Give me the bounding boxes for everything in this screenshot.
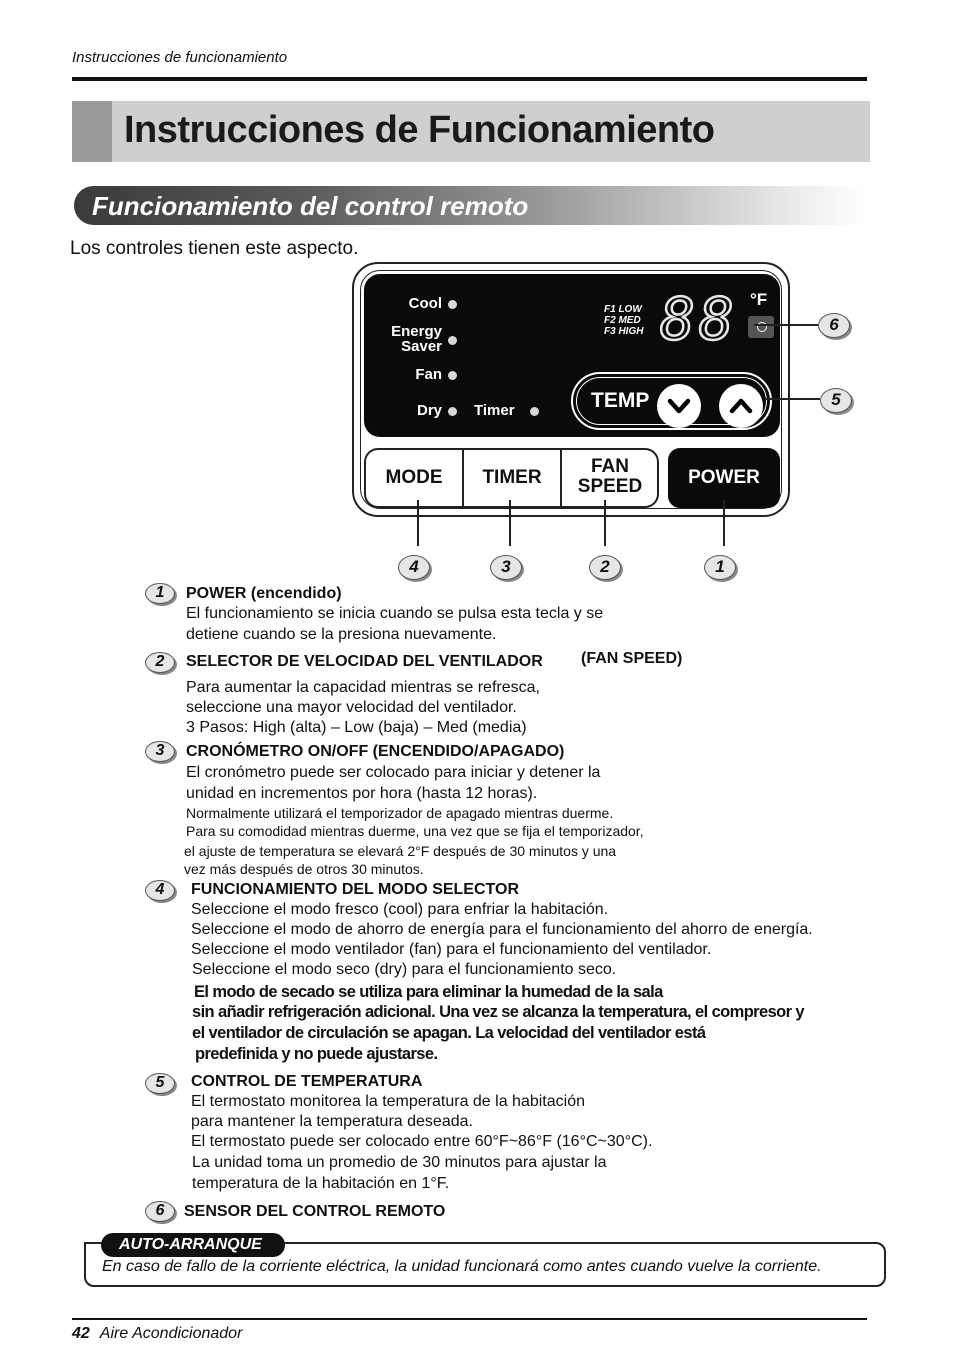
running-header: Instrucciones de funcionamiento [72,49,288,66]
page-title: Instrucciones de Funcionamiento [124,109,715,151]
item-3-line-1: El cronómetro puede ser colocado para iniciar y detener la [186,764,601,781]
leader-line-6 [754,324,818,326]
footer-rule [72,1318,867,1320]
item-2-line-1: Para aumentar la capacidad mientras se refresca, [186,679,540,696]
item-1-number: 1 [145,583,175,604]
chevron-down-icon [665,392,693,420]
remote-display [364,274,780,437]
timer-indicator [530,407,539,416]
remote-sensor-icon [748,316,774,338]
item-5-heading: CONTROL DE TEMPERATURA [191,1073,423,1090]
item-3-note-2: Para su comodidad mientras duerme, una vez que se fija el temporizador, [186,823,644,839]
callout-4: 4 [398,555,430,580]
fan-speed-line-2: SPEED [577,476,643,497]
fan-speed-button[interactable] [562,457,658,497]
item-3-note-1: Normalmente utilizará el temporizador de apagado mientras duerme. [186,805,614,821]
item-3-number: 3 [145,741,175,762]
button-group [364,448,659,508]
section-bar [74,186,864,225]
item-4-line-3: Seleccione el modo ventilador (fan) para el funcionamiento del ventilador. [191,941,712,958]
auto-restart-label: AUTO-ARRANQUE [119,1236,262,1253]
fan-speed-line-1: FAN [591,456,629,477]
mode-fan-indicator [448,371,457,380]
item-5-line-1: El termostato monitorea la temperatura de la habitación [191,1093,585,1110]
mode-saver-label: Saver [401,338,442,355]
callout-2: 2 [589,555,621,580]
item-5-line-4: La unidad toma un promedio de 30 minutos para ajustar la [192,1154,607,1171]
leader-line-3 [509,500,511,546]
item-6-heading: SENSOR DEL CONTROL REMOTO [184,1203,446,1220]
power-button[interactable] [668,448,780,508]
item-4-note-4: predefinida y no puede ajustarse. [195,1045,438,1063]
chevron-up-icon [727,392,755,420]
leader-line-5 [766,398,820,400]
callout-6: 6 [818,313,850,338]
temperature-digits: 88 [660,285,738,353]
temp-label: TEMP [591,389,650,412]
item-4-line-4: Seleccione el modo seco (dry) para el funcionamiento seco. [192,961,617,978]
footer-title: Aire Acondicionador [99,1325,243,1342]
mode-dry-label: Dry [416,402,442,419]
callout-5: 5 [820,388,852,413]
item-4-line-2: Seleccione el modo de ahorro de energía para el funcionamiento del ahorro de energía. [191,921,813,938]
item-2-heading-suffix: (FAN SPEED) [581,650,683,667]
item-4-note-3: el ventilador de circulación se apagan. La velocidad del ventilador está [192,1024,706,1042]
auto-restart-tab [101,1233,285,1257]
item-5-line-5: temperatura de la habitación en 1°F. [192,1175,450,1192]
item-2-heading: SELECTOR DE VELOCIDAD DEL VENTILADOR [186,653,543,670]
fan-levels [604,304,643,337]
item-4-note-2: sin añadir refrigeración adicional. Una vez se alcanza la temperatura, el compresor y [192,1003,805,1021]
temp-down-button[interactable] [657,384,701,428]
footer [72,1325,242,1343]
item-1-heading: POWER (encendido) [186,585,342,602]
item-6-number: 6 [145,1201,175,1222]
mode-dry-indicator [448,407,457,416]
temp-control [571,372,772,430]
mode-energy-saver-indicator [448,336,457,345]
timer-button[interactable]: TIMER [482,467,542,488]
item-2-number: 2 [145,652,175,673]
item-5-line-2: para mantener la temperatura deseada. [191,1113,473,1130]
leader-line-4 [417,500,419,546]
remote-panel [352,262,790,517]
item-3-line-2: unidad en incrementos por hora (hasta 12 horas). [186,785,538,802]
section-title: Funcionamiento del control remoto [92,191,529,221]
item-2-line-2: seleccione una mayor velocidad del ventilador. [186,699,517,716]
item-1-line-2: detiene cuando se la presiona nuevamente. [186,626,497,643]
item-4-heading: FUNCIONAMIENTO DEL MODO SELECTOR [191,881,520,898]
title-bar [72,101,870,162]
unit-label: °F [750,290,768,309]
leader-line-2 [604,500,606,546]
title-tab [72,101,112,162]
item-1-line-1: El funcionamiento se inicia cuando se pulsa esta tecla y se [186,605,604,622]
item-4-note-1: El modo de secado se utiliza para eliminar la humedad de la sala [194,983,663,1001]
mode-button[interactable]: MODE [385,467,443,488]
page-number: 42 [72,1325,90,1342]
timer-label: Timer [474,402,515,419]
callout-1: 1 [704,555,736,580]
mode-fan-label: Fan [415,366,442,383]
item-4-line-1: Seleccione el modo fresco (cool) para enfriar la habitación. [191,901,609,918]
item-4-number: 4 [145,880,175,901]
fan-level-high: F3 HIGH [604,326,644,337]
temp-up-button[interactable] [719,384,763,428]
auto-restart-text: En caso de fallo de la corriente eléctrica, la unidad funcionará como antes cuando vuelve la corriente. [102,1258,822,1275]
callout-3: 3 [490,555,522,580]
item-3-note-3: el ajuste de temperatura se elevará 2°F después de 30 minutos y una [184,843,617,859]
intro-text: Los controles tienen este aspecto. [70,238,359,259]
fan-level-med: F2 MED [604,315,641,326]
mode-energy-label: Energy [391,323,442,340]
item-2-line-3: 3 Pasos: High (alta) – Low (baja) – Med (media) [186,719,527,736]
leader-line-1 [723,500,725,546]
header-rule [72,77,867,81]
fan-level-low: F1 LOW [604,304,642,315]
item-5-number: 5 [145,1073,175,1094]
mode-cool-indicator [448,300,457,309]
item-3-heading: CRONÓMETRO ON/OFF (ENCENDIDO/APAGADO) [186,743,565,760]
item-3-note-4: vez más después de otros 30 minutos. [184,861,424,877]
mode-cool-label: Cool [408,295,442,312]
item-5-line-3: El termostato puede ser colocado entre 60°F~86°F (16°C~30°C). [191,1133,653,1150]
power-button-label: POWER [688,467,760,488]
